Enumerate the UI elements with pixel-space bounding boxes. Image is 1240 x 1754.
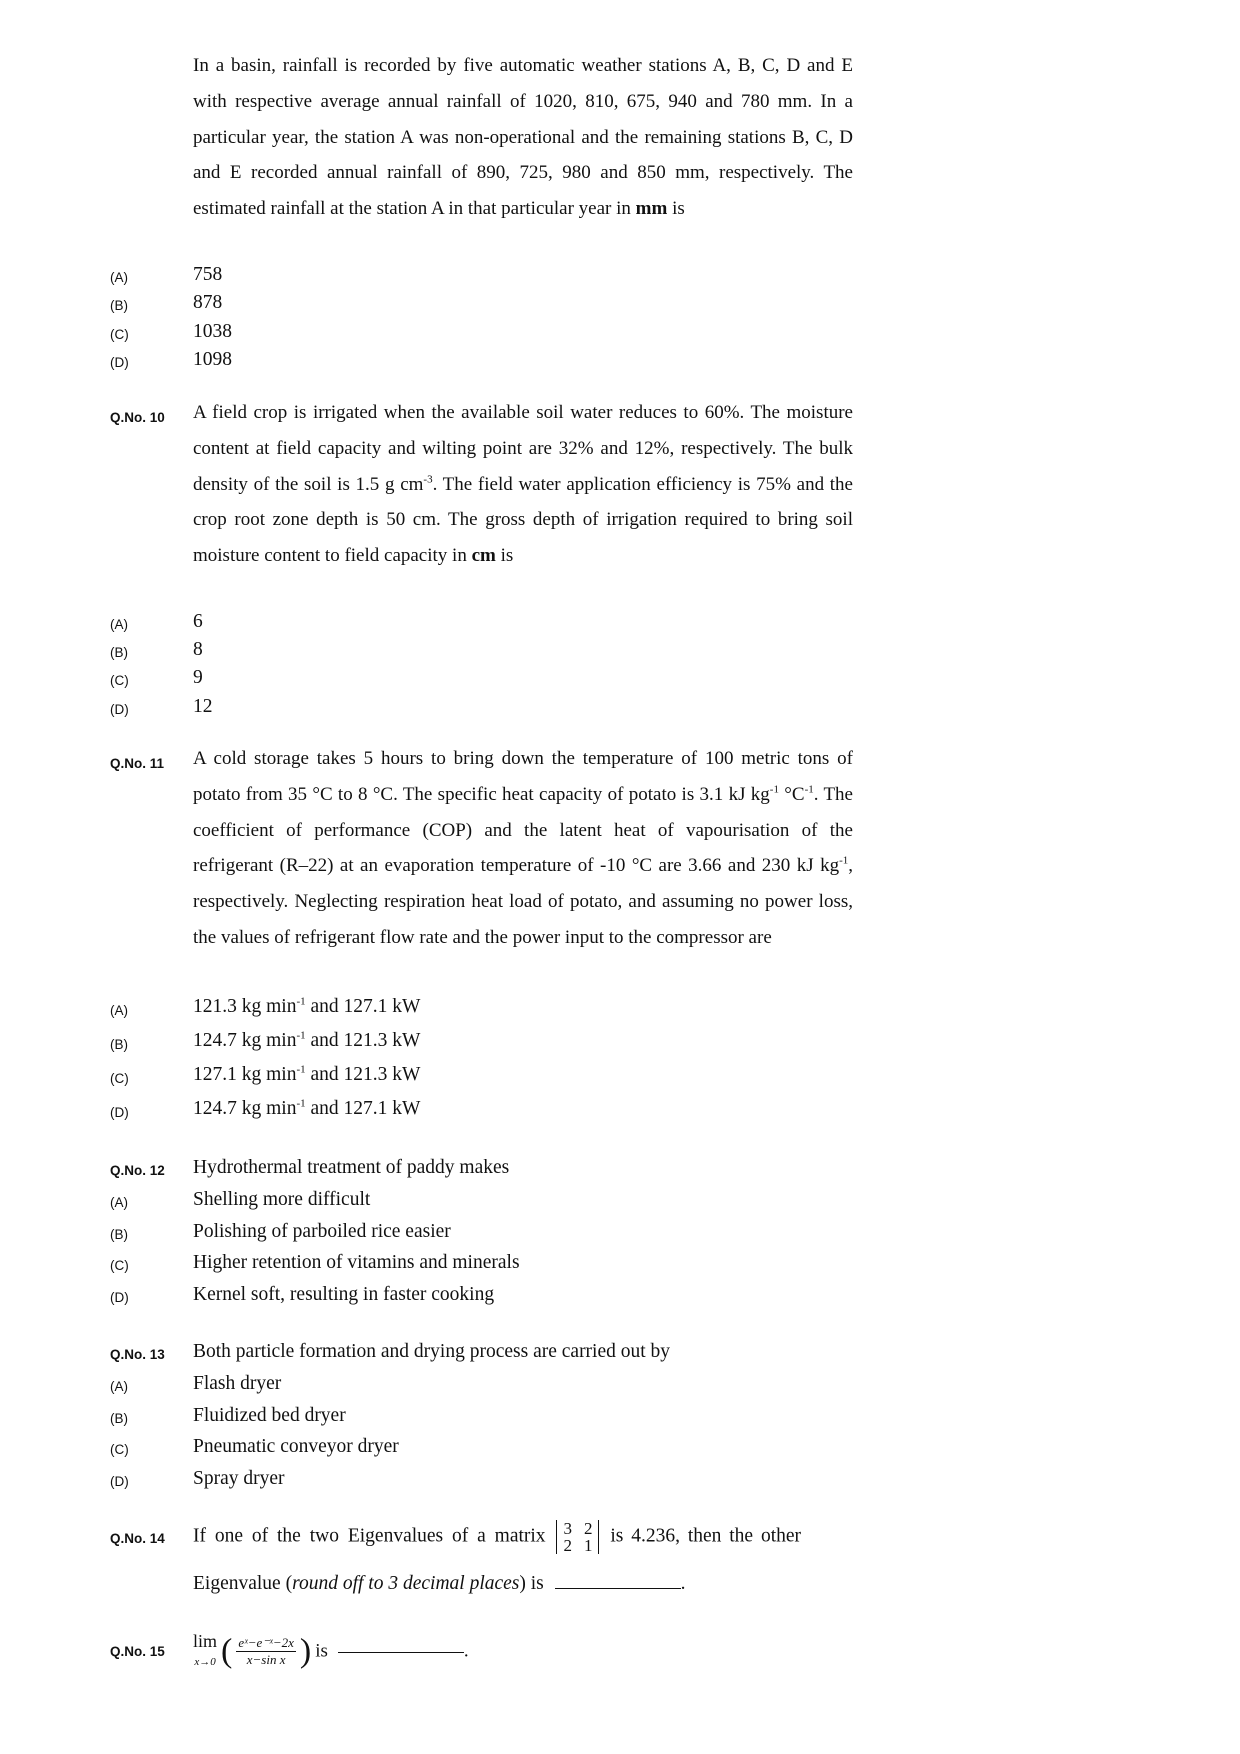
q12-option-a[interactable]: Shelling more difficult <box>193 1189 371 1210</box>
q11-sup-1: -1 <box>769 783 779 796</box>
q14-text-pre: If one of the two Eigenvalues of a matrix <box>193 1525 546 1547</box>
q13-option-b[interactable]: Fluidized bed dryer <box>193 1405 346 1426</box>
q12-option-d-label: (D) <box>110 1290 129 1305</box>
limit-word: lim <box>193 1631 218 1651</box>
matrix-cell: 2 <box>583 1519 593 1538</box>
q11-option-b-power: and 121.3 kW <box>305 1030 421 1051</box>
q10-number: Q.No. 10 <box>110 410 165 425</box>
q11-option-b-label: (B) <box>110 1037 128 1052</box>
q14-answer-blank[interactable] <box>555 1587 681 1589</box>
q11-option-b-flow: 124.7 kg min <box>193 1030 297 1051</box>
q11-number: Q.No. 11 <box>110 756 165 771</box>
q11-option-c-label: (C) <box>110 1071 129 1086</box>
q9-option-b-label: (B) <box>110 298 128 313</box>
q9-option-a[interactable]: 758 <box>193 264 223 285</box>
q10-option-d[interactable]: 12 <box>193 696 213 717</box>
q10-option-a[interactable]: 6 <box>193 611 203 632</box>
q10-body: A field crop is irrigated when the available soil water reduces to 60%. The moisture content at field capacity and wilting point are 32% and 12%, respectively. The bulk density of the soil is 1.5 g cm <box>193 402 853 495</box>
matrix-cell: 2 <box>563 1536 572 1555</box>
matrix-cell: 3 <box>563 1519 572 1538</box>
q11-option-d-sup: -1 <box>296 1097 306 1110</box>
q12-number: Q.No. 12 <box>110 1163 165 1178</box>
q14-period: . <box>680 1573 686 1594</box>
q15-is: is <box>315 1640 328 1662</box>
q11-option-d-flow: 124.7 kg min <box>193 1098 297 1119</box>
fraction-numerator: eˣ−e⁻ˣ−2x <box>238 1635 294 1650</box>
q11-body-2: °C <box>778 783 805 805</box>
q11-body-4: , respectively. Neglecting respiration heat load of potato, and assuming no power loss, the values of refrigerant flow rate and the power input to the compressor are <box>193 855 853 948</box>
q13-option-a[interactable]: Flash dryer <box>193 1373 282 1394</box>
q9-option-c[interactable]: 1038 <box>193 321 232 342</box>
q15-fraction <box>236 1635 296 1668</box>
q14-matrix <box>556 1520 599 1554</box>
q11-option-a-sup: -1 <box>296 995 306 1008</box>
q11-option-b-sup: -1 <box>296 1029 306 1042</box>
q12-text: Hydrothermal treatment of paddy makes <box>193 1157 510 1178</box>
q10-option-d-label: (D) <box>110 702 129 717</box>
q13-option-a-label: (A) <box>110 1379 128 1394</box>
q9-tail: is <box>672 198 685 220</box>
q13-option-c[interactable]: Pneumatic conveyor dryer <box>193 1436 399 1457</box>
q11-option-a-flow: 121.3 kg min <box>193 996 297 1017</box>
q14-text-italic: round off to 3 decimal places <box>292 1573 520 1594</box>
q11-option-a[interactable] <box>193 996 420 1018</box>
q11-sup-2: -1 <box>804 783 814 796</box>
q12-option-a-label: (A) <box>110 1195 128 1210</box>
q12-option-c-label: (C) <box>110 1258 129 1273</box>
q13-text: Both particle formation and drying process are carried out by <box>193 1341 671 1362</box>
q11-option-a-power: and 127.1 kW <box>305 996 421 1017</box>
q11-option-c[interactable] <box>193 1064 420 1086</box>
q10-option-b-label: (B) <box>110 645 128 660</box>
q11-option-d[interactable] <box>193 1098 420 1120</box>
fraction-denominator: x−sin x <box>246 1652 286 1667</box>
q9-option-c-label: (C) <box>110 327 129 342</box>
q12-option-c[interactable]: Higher retention of vitamins and minerals <box>193 1252 520 1273</box>
q11-option-d-power: and 127.1 kW <box>305 1098 421 1119</box>
q10-body-2: . The field water application efficiency is 75% and the crop root zone depth is 50 cm. The gross depth of irrigation required to bring soil moisture content to field capacity in <box>193 473 853 567</box>
q13-option-d[interactable]: Spray dryer <box>193 1468 285 1489</box>
q14-line-1 <box>193 1520 801 1554</box>
q13-option-c-label: (C) <box>110 1442 129 1457</box>
q13-option-b-label: (B) <box>110 1411 128 1426</box>
q11-body-1: A cold storage takes 5 hours to bring down the temperature of 100 metric tons of potato from 35 °C to 8 °C. The specific heat capacity of potato is 3.1 kJ kg <box>193 748 853 805</box>
q9-option-d-label: (D) <box>110 355 129 370</box>
q14-text-2b: ) is <box>519 1573 544 1594</box>
q10-option-c[interactable]: 9 <box>193 667 203 688</box>
q15-number: Q.No. 15 <box>110 1644 165 1659</box>
q15-answer-blank[interactable] <box>338 1651 464 1653</box>
q11-option-c-power: and 121.3 kW <box>305 1064 421 1085</box>
q13-number: Q.No. 13 <box>110 1347 165 1362</box>
q10-sup: -3 <box>423 473 433 486</box>
q15-limit <box>193 1632 217 1671</box>
q10-option-b[interactable]: 8 <box>193 639 203 660</box>
q11-body-3: . The coefficient of performance (COP) and the latent heat of vapourisation of the refrigerant (R–22) at an evaporation temperature of -10 °C are 3.66 and 230 kJ kg <box>193 783 853 877</box>
q12-option-d[interactable]: Kernel soft, resulting in faster cooking <box>193 1284 495 1305</box>
q10-option-a-label: (A) <box>110 617 128 632</box>
q11-option-b[interactable] <box>193 1030 420 1052</box>
q15-period: . <box>463 1640 469 1662</box>
q10-text <box>193 395 853 574</box>
q9-unit: mm <box>635 198 668 220</box>
q10-unit: cm <box>471 545 496 567</box>
q11-text <box>193 741 853 956</box>
q11-option-d-label: (D) <box>110 1105 129 1120</box>
q14-text-2a: Eigenvalue ( <box>193 1573 293 1594</box>
q9-option-d[interactable]: 1098 <box>193 349 232 370</box>
q9-option-a-label: (A) <box>110 270 128 285</box>
q11-option-c-flow: 127.1 kg min <box>193 1064 297 1085</box>
q11-option-c-sup: -1 <box>296 1063 306 1076</box>
left-paren: ( <box>221 1632 233 1670</box>
matrix-cell: 1 <box>583 1536 593 1555</box>
q10-tail: is <box>500 545 514 567</box>
q10-option-c-label: (C) <box>110 673 129 688</box>
q12-option-b-label: (B) <box>110 1227 128 1242</box>
q13-option-d-label: (D) <box>110 1474 129 1489</box>
q14-number: Q.No. 14 <box>110 1531 165 1546</box>
q9-text <box>193 48 853 227</box>
q11-option-a-label: (A) <box>110 1003 128 1018</box>
q9-body: In a basin, rainfall is recorded by five automatic weather stations A, B, C, D and E with respective average annual rainfall of 1020, 810, 675, 940 and 780 mm. In a particular year, the station A was non-operational and the remaining stations B, C, D and E recorded annual rainfall of 890, 725, 980 and 850 mm, respectively. The estimated rainfall at the station A in that particular year in <box>193 55 853 220</box>
q11-sup-3: -1 <box>839 855 849 868</box>
q12-option-b[interactable]: Polishing of parboiled rice easier <box>193 1221 451 1242</box>
q9-option-b[interactable]: 878 <box>193 292 223 313</box>
limit-subscript: x→0 <box>194 1656 216 1668</box>
q15-expression <box>193 1632 469 1671</box>
right-paren: ) <box>299 1632 312 1670</box>
q14-text-post: is 4.236, then the other <box>610 1525 802 1547</box>
q14-line-2 <box>193 1573 686 1595</box>
